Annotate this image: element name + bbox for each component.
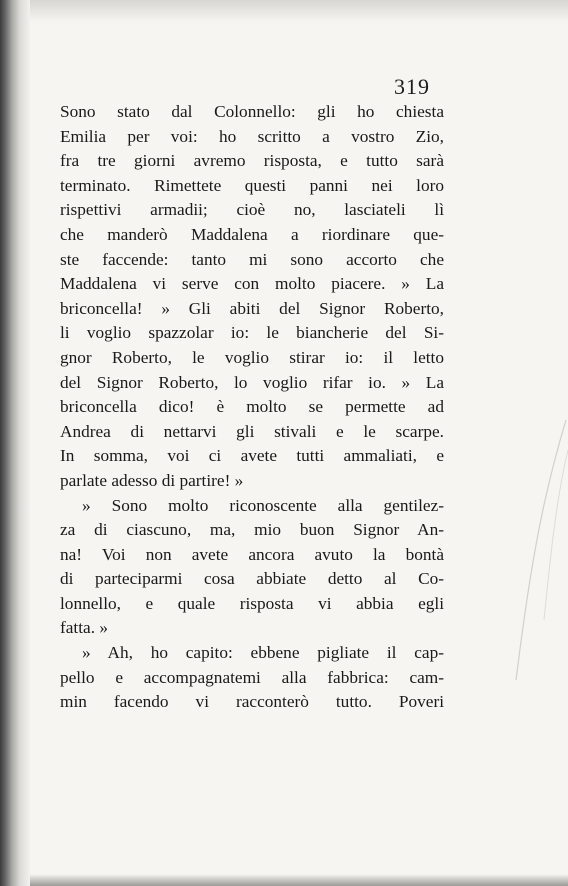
- body-text: [60, 100, 444, 715]
- paper-crease: [508, 420, 568, 680]
- text-line: terminato. Rimettete questi panni nei loro: [60, 175, 444, 195]
- text-line: Maddalena vi serve con molto piacere. » La: [60, 274, 444, 294]
- text-line: Emilia per voi: ho scritto a vostro Zio,: [60, 126, 444, 146]
- text-line: del Signor Roberto, lo voglio rifar io. » La: [60, 372, 444, 392]
- text-line: In somma, voi ci avete tutti ammaliati, e: [60, 446, 444, 466]
- text-line: li voglio spazzolar io: le biancherie del Si-: [60, 323, 444, 343]
- text-line: » Ah, ho capito: ebbene pigliate il cap-: [82, 643, 444, 663]
- text-line: fatta. »: [60, 618, 108, 638]
- page-number: 319: [394, 74, 430, 99]
- text-line: parlate adesso di partire! »: [60, 470, 244, 490]
- page-top-edge: [30, 0, 568, 22]
- text-line: na! Voi non avete ancora avuto la bontà: [60, 544, 444, 564]
- text-line: di parteciparmi cosa abbiate detto al Co-: [60, 569, 444, 589]
- text-line: rispettivi armadii; cioè no, lasciateli lì: [60, 200, 444, 220]
- text-line: » Sono molto riconoscente alla gentilez-: [82, 495, 444, 515]
- text-line: briconcella! » Gli abiti del Signor Roberto,: [60, 298, 444, 318]
- text-line: fra tre giorni avremo risposta, e tutto sarà: [60, 151, 444, 171]
- page-bottom-edge: [30, 874, 568, 886]
- text-line: gnor Roberto, le voglio stirar io: il letto: [60, 347, 444, 367]
- text-line: che manderò Maddalena a riordinare que-: [60, 224, 444, 244]
- text-line: min facendo vi racconterò tutto. Poveri: [60, 692, 444, 712]
- text-line: lonnello, e quale risposta vi abbia egli: [60, 593, 444, 613]
- text-line: Andrea di nettarvi gli stivali e le scarpe.: [60, 421, 444, 441]
- text-line: briconcella dico! è molto se permette ad: [60, 397, 444, 417]
- text-line: ste faccende: tanto mi sono accorto che: [60, 249, 444, 269]
- text-line: Sono stato dal Colonnello: gli ho chiesta: [60, 102, 444, 121]
- page-binding-shadow: [0, 0, 30, 886]
- text-line: za di ciascuno, ma, mio buon Signor An-: [60, 520, 444, 540]
- text-line: pello e accompagnatemi alla fabbrica: cam-: [60, 667, 444, 687]
